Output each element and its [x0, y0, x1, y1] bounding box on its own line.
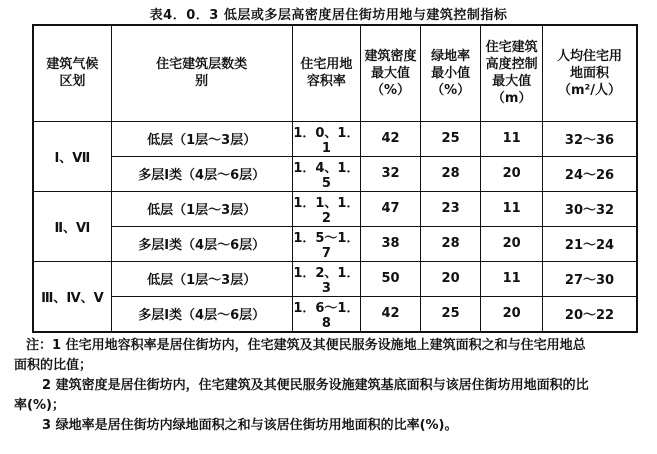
table-row: [33, 261, 637, 296]
height-cell: 20: [481, 156, 543, 191]
density-cell: 32: [361, 156, 421, 191]
type-cell: 低层（1层～3层）: [111, 261, 292, 296]
table-header-row: [33, 25, 637, 121]
control-indicators-table: [32, 24, 638, 333]
density-cell: 47: [361, 191, 421, 226]
density-cell: 38: [361, 226, 421, 261]
green-cell: 25: [420, 296, 481, 332]
note-2-line-2: 率(%)；: [14, 398, 65, 413]
table-row: [33, 226, 637, 261]
header-climate: [33, 25, 111, 121]
area-cell: 30～32: [543, 191, 638, 226]
type-cell: 低层（1层～3层）: [111, 121, 292, 156]
density-cell: 50: [361, 261, 421, 296]
header-type: [111, 25, 292, 121]
table-row: [33, 191, 637, 226]
far-cell: 1．1、1．2: [292, 191, 361, 226]
type-cell: 多层Ⅰ类（4层～6层）: [111, 296, 292, 332]
header-climate-label: 建筑气候区划: [46, 57, 99, 90]
density-cell: 42: [361, 296, 421, 332]
far-cell: 1．5～1．7: [292, 226, 361, 261]
header-far: [292, 25, 361, 121]
header-density-label: 建筑密度最大值（%）: [364, 48, 417, 98]
table-row: [33, 296, 637, 332]
header-type-label: 住宅建筑层数类别: [156, 57, 248, 90]
header-height: [481, 25, 543, 121]
green-cell: 25: [420, 121, 481, 156]
far-cell: 1．4、1．5: [292, 156, 361, 191]
type-cell: 多层Ⅰ类（4层～6层）: [111, 226, 292, 261]
type-cell: 多层Ⅰ类（4层～6层）: [111, 156, 292, 191]
area-cell: 27～30: [543, 261, 638, 296]
green-cell: 23: [420, 191, 481, 226]
note-1-line-2: 面积的比值；: [14, 358, 93, 373]
green-cell: 28: [420, 226, 481, 261]
height-cell: 11: [481, 121, 543, 156]
header-far-label: 住宅用地容积率: [300, 57, 353, 90]
header-green-label: 绿地率最小值（%）: [431, 48, 471, 98]
note-1-line-1: 注：1 住宅用地容积率是居住街坊内，住宅建筑及其便民服务设施地上建筑面积之和与住宅用地总: [26, 338, 586, 353]
note-2-line-1: 2 建筑密度是居住街坊内，住宅建筑及其便民服务设施建筑基底面积与该居住街坊用地面积的比: [42, 378, 589, 393]
table-row: [33, 156, 637, 191]
table-title: 表4．0．3 低层或多层高密度居住街坊用地与建筑控制指标: [149, 8, 508, 23]
header-green: [420, 25, 481, 121]
density-cell: 42: [361, 121, 421, 156]
green-cell: 20: [420, 261, 481, 296]
zone-cell: Ⅰ、Ⅶ: [33, 121, 111, 191]
header-area: [543, 25, 638, 121]
header-height-label: 住宅建筑高度控制最大值（m）: [485, 40, 538, 107]
area-cell: 32～36: [543, 121, 638, 156]
zone-cell: Ⅲ、Ⅳ、Ⅴ: [33, 261, 111, 332]
far-cell: 1．2、1．3: [292, 261, 361, 296]
green-cell: 28: [420, 156, 481, 191]
far-cell: 1．0、1．1: [292, 121, 361, 156]
height-cell: 20: [481, 226, 543, 261]
area-cell: 21～24: [543, 226, 638, 261]
height-cell: 11: [481, 261, 543, 296]
note-3: 3 绿地率是居住街坊内绿地面积之和与该居住街坊用地面积的比率(%)。: [42, 418, 458, 433]
area-cell: 24～26: [543, 156, 638, 191]
height-cell: 20: [481, 296, 543, 332]
header-density: [361, 25, 421, 121]
header-area-label: 人均住宅用地面积（m²/人）: [556, 48, 622, 98]
area-cell: 20～22: [543, 296, 638, 332]
table-row: [33, 121, 637, 156]
zone-cell: Ⅱ、Ⅵ: [33, 191, 111, 261]
height-cell: 11: [481, 191, 543, 226]
far-cell: 1．6～1．8: [292, 296, 361, 332]
table-notes: [14, 336, 646, 436]
type-cell: 低层（1层～3层）: [111, 191, 292, 226]
